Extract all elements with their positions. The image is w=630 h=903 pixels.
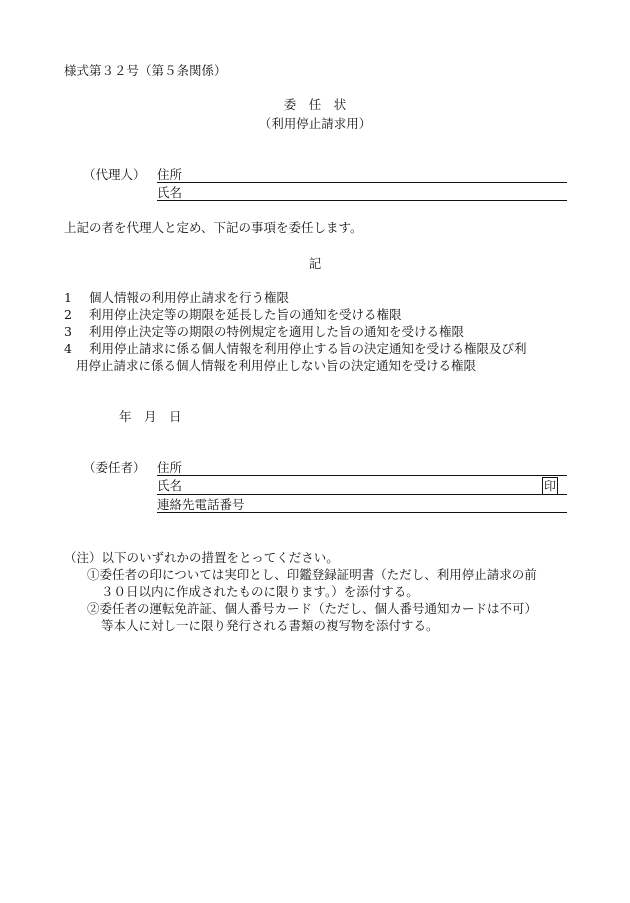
principal-address-line[interactable]	[157, 475, 567, 476]
ki-heading: 記	[308, 256, 322, 271]
intro-text: 上記の者を代理人と定め、下記の事項を委任します。	[64, 220, 363, 235]
note-1-line-1: ①委任者の印については実印とし、印鑑登録証明書（ただし、利用停止請求の前	[87, 567, 537, 582]
note-1-line-2: ３０日以内に作成されたものに限ります。）を添付する。	[101, 584, 419, 599]
form-number: 様式第３２号（第５条関係）	[64, 63, 227, 78]
item-text: 利用停止決定等の期限の特例規定を適用した旨の通知を受ける権限	[89, 324, 465, 339]
principal-label: （委任者）	[83, 460, 146, 475]
document-subtitle: （利用停止請求用）	[258, 116, 372, 131]
principal-phone-label: 連絡先電話番号	[157, 497, 245, 512]
item-number: 1	[64, 290, 72, 305]
notes-heading: （注）以下のいずれかの措置をとってください。	[64, 550, 339, 565]
principal-name-line[interactable]	[157, 494, 567, 495]
principal-address-label: 住所	[157, 460, 183, 475]
date-line[interactable]: 年 月 日	[119, 409, 182, 424]
agent-address-label: 住所	[157, 167, 183, 182]
note-2-line-2: 等本人に対し一に限り発行される書類の複写物を添付する。	[101, 618, 439, 633]
item-number: 3	[64, 324, 72, 339]
item-text: 利用停止請求に係る個人情報を利用停止する旨の決定通知を受ける権限及び利	[89, 341, 527, 356]
principal-name-label: 氏名	[157, 478, 183, 493]
note-2-line-1: ②委任者の運転免許証、個人番号カード（ただし、個人番号通知カードは不可）	[87, 601, 538, 616]
item-number: 2	[64, 307, 72, 322]
item-text: 個人情報の利用停止請求を行う権限	[89, 290, 290, 305]
document-title: 委 任 状	[283, 97, 347, 112]
agent-name-label: 氏名	[157, 185, 183, 200]
principal-phone-line[interactable]	[157, 512, 567, 513]
seal-mark: 印	[543, 479, 556, 493]
item-text-continuation: 用停止請求に係る個人情報を利用停止しない旨の決定通知を受ける権限	[76, 358, 477, 373]
agent-address-line[interactable]	[157, 182, 567, 183]
agent-name-line[interactable]	[157, 200, 567, 201]
agent-label: （代理人）	[83, 167, 146, 182]
item-text: 利用停止決定等の期限を延長した旨の通知を受ける権限	[89, 307, 402, 322]
item-number: 4	[64, 341, 72, 356]
